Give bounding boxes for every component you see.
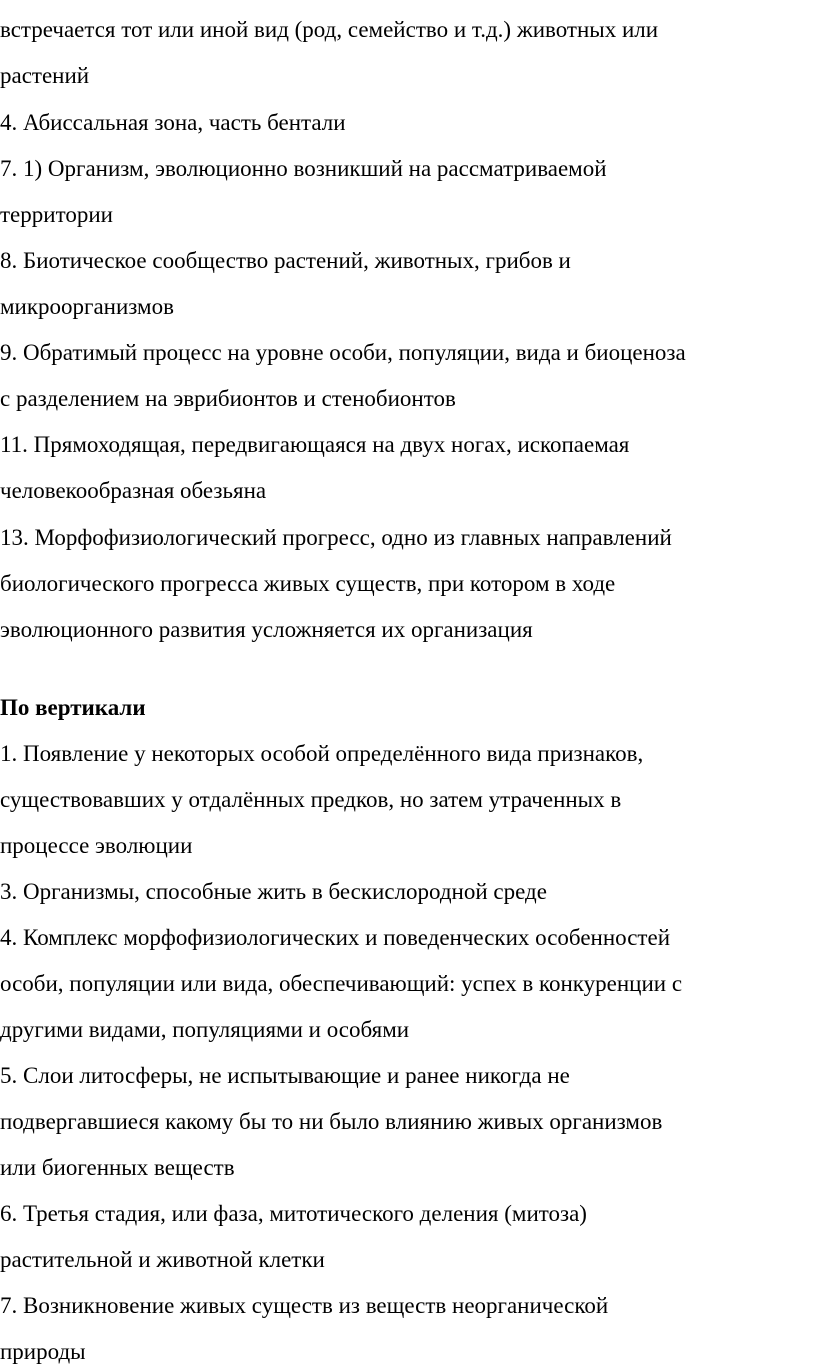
across-clue-8-line-1: 8. Биотическое сообщество растений, животных, грибов и [0,248,571,273]
across-clue-13-line-1: 13. Морфофизиологический прогресс, одно из главных направлений [0,525,672,550]
down-clue-7-line-1: 7. Возникновение живых существ из веществ неорганической [0,1293,609,1318]
across-clue-continuation-line-2: растений [0,63,90,88]
across-clue-7-line-1: 7. 1) Организм, эволюционно возникший на рассматриваемой [0,156,607,181]
across-clue-13-line-3: эволюционного развития усложняется их организация [0,617,533,642]
down-clue-5-line-1: 5. Слои литосферы, не испытывающие и ранее никогда не [0,1063,570,1088]
down-clue-6-line-2: растительной и животной клетки [0,1247,325,1272]
down-clue-5-line-2: подвергавшиеся какому бы то ни было влиянию живых организмов [0,1109,663,1134]
down-clue-7-line-2: природы [0,1339,86,1364]
across-clue-11-line-2: человекообразная обезьяна [0,478,267,503]
across-clue-4: 4. Абиссальная зона, часть бентали [0,110,346,135]
across-clue-9-line-1: 9. Обратимый процесс на уровне особи, популяции, вида и биоценоза [0,340,686,365]
down-clue-4-line-2: особи, популяции или вида, обеспечивающий: успех в конкуренции с [0,971,683,996]
down-clue-3: 3. Организмы, способные жить в бескислородной среде [0,879,547,904]
down-clue-4-line-1: 4. Комплекс морфофизиологических и поведенческих особенностей [0,925,670,950]
down-section-heading: По вертикали [0,695,146,720]
down-clue-1-line-1: 1. Появление у некоторых особой определённого вида признаков, [0,741,644,766]
across-clue-13-line-2: биологического прогресса живых существ, при котором в ходе [0,571,616,596]
across-clue-11-line-1: 11. Прямоходящая, передвигающаяся на двух ногах, ископаемая [0,432,630,457]
across-clue-continuation-line-1: встречается тот или иной вид (род, семейство и т.д.) животных или [0,17,659,42]
down-clue-1-line-2: существовавших у отдалённых предков, но затем утраченных в [0,787,622,812]
down-clue-4-line-3: другими видами, популяциями и особями [0,1017,410,1042]
down-clue-1-line-3: процессе эволюции [0,833,193,858]
across-clue-7-line-2: территории [0,202,113,227]
across-clue-8-line-2: микроорганизмов [0,294,174,319]
down-clue-6-line-1: 6. Третья стадия, или фаза, митотического деления (митоза) [0,1201,587,1226]
down-clue-5-line-3: или биогенных веществ [0,1155,235,1180]
across-clue-9-line-2: с разделением на эврибионтов и стенобионтов [0,386,456,411]
